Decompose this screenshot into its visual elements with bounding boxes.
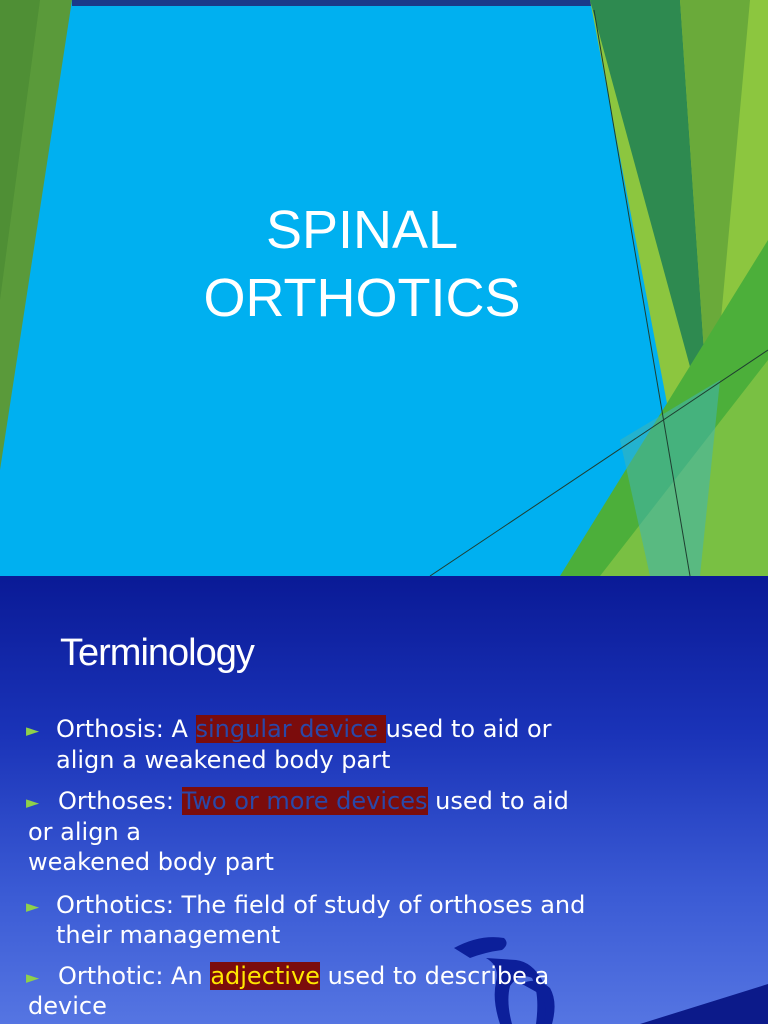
bullet-orthotic [0,961,768,1022]
bullet-lead: Orthoses: [58,787,182,815]
bullet-rest: used to aid [427,787,569,815]
highlight-text: Two or more devices [181,787,428,815]
slide-title [150,196,574,332]
highlight-text: singular device [195,715,386,743]
top-bar [72,0,592,6]
highlight-text: adjective [210,961,320,990]
bullet-orthosis [0,714,768,775]
triangle-right-icon: ► [26,793,40,813]
triangle-right-icon: ► [26,721,40,741]
bullet-line-2: their management [56,921,281,949]
bullet-lead: Orthosis: A [56,715,196,743]
bullet-list [0,714,768,1022]
bullet-rest: used to aid or [385,715,552,743]
bullet-orthotics [0,890,768,951]
slide-heading: Terminology [60,632,254,674]
bullet-line-2: align a weakened body part [56,745,391,774]
terminology-slide [0,576,768,1024]
bullet-line-2: or align a [28,817,142,846]
title-line-1: SPINAL [265,200,459,260]
bullet-line-1: Orthotics: The field of study of orthoses and [56,890,586,919]
bullet-line-3: weakened body part [28,848,274,876]
bullet-orthoses [0,786,768,878]
bullet-lead: Orthotic: An [58,961,211,990]
bullet-line-2: device [28,992,107,1020]
title-line-2: ORTHOTICS [203,268,521,328]
bullet-rest: used to describe a [319,961,550,990]
triangle-right-icon: ► [26,896,40,917]
triangle-right-icon: ► [26,967,40,988]
